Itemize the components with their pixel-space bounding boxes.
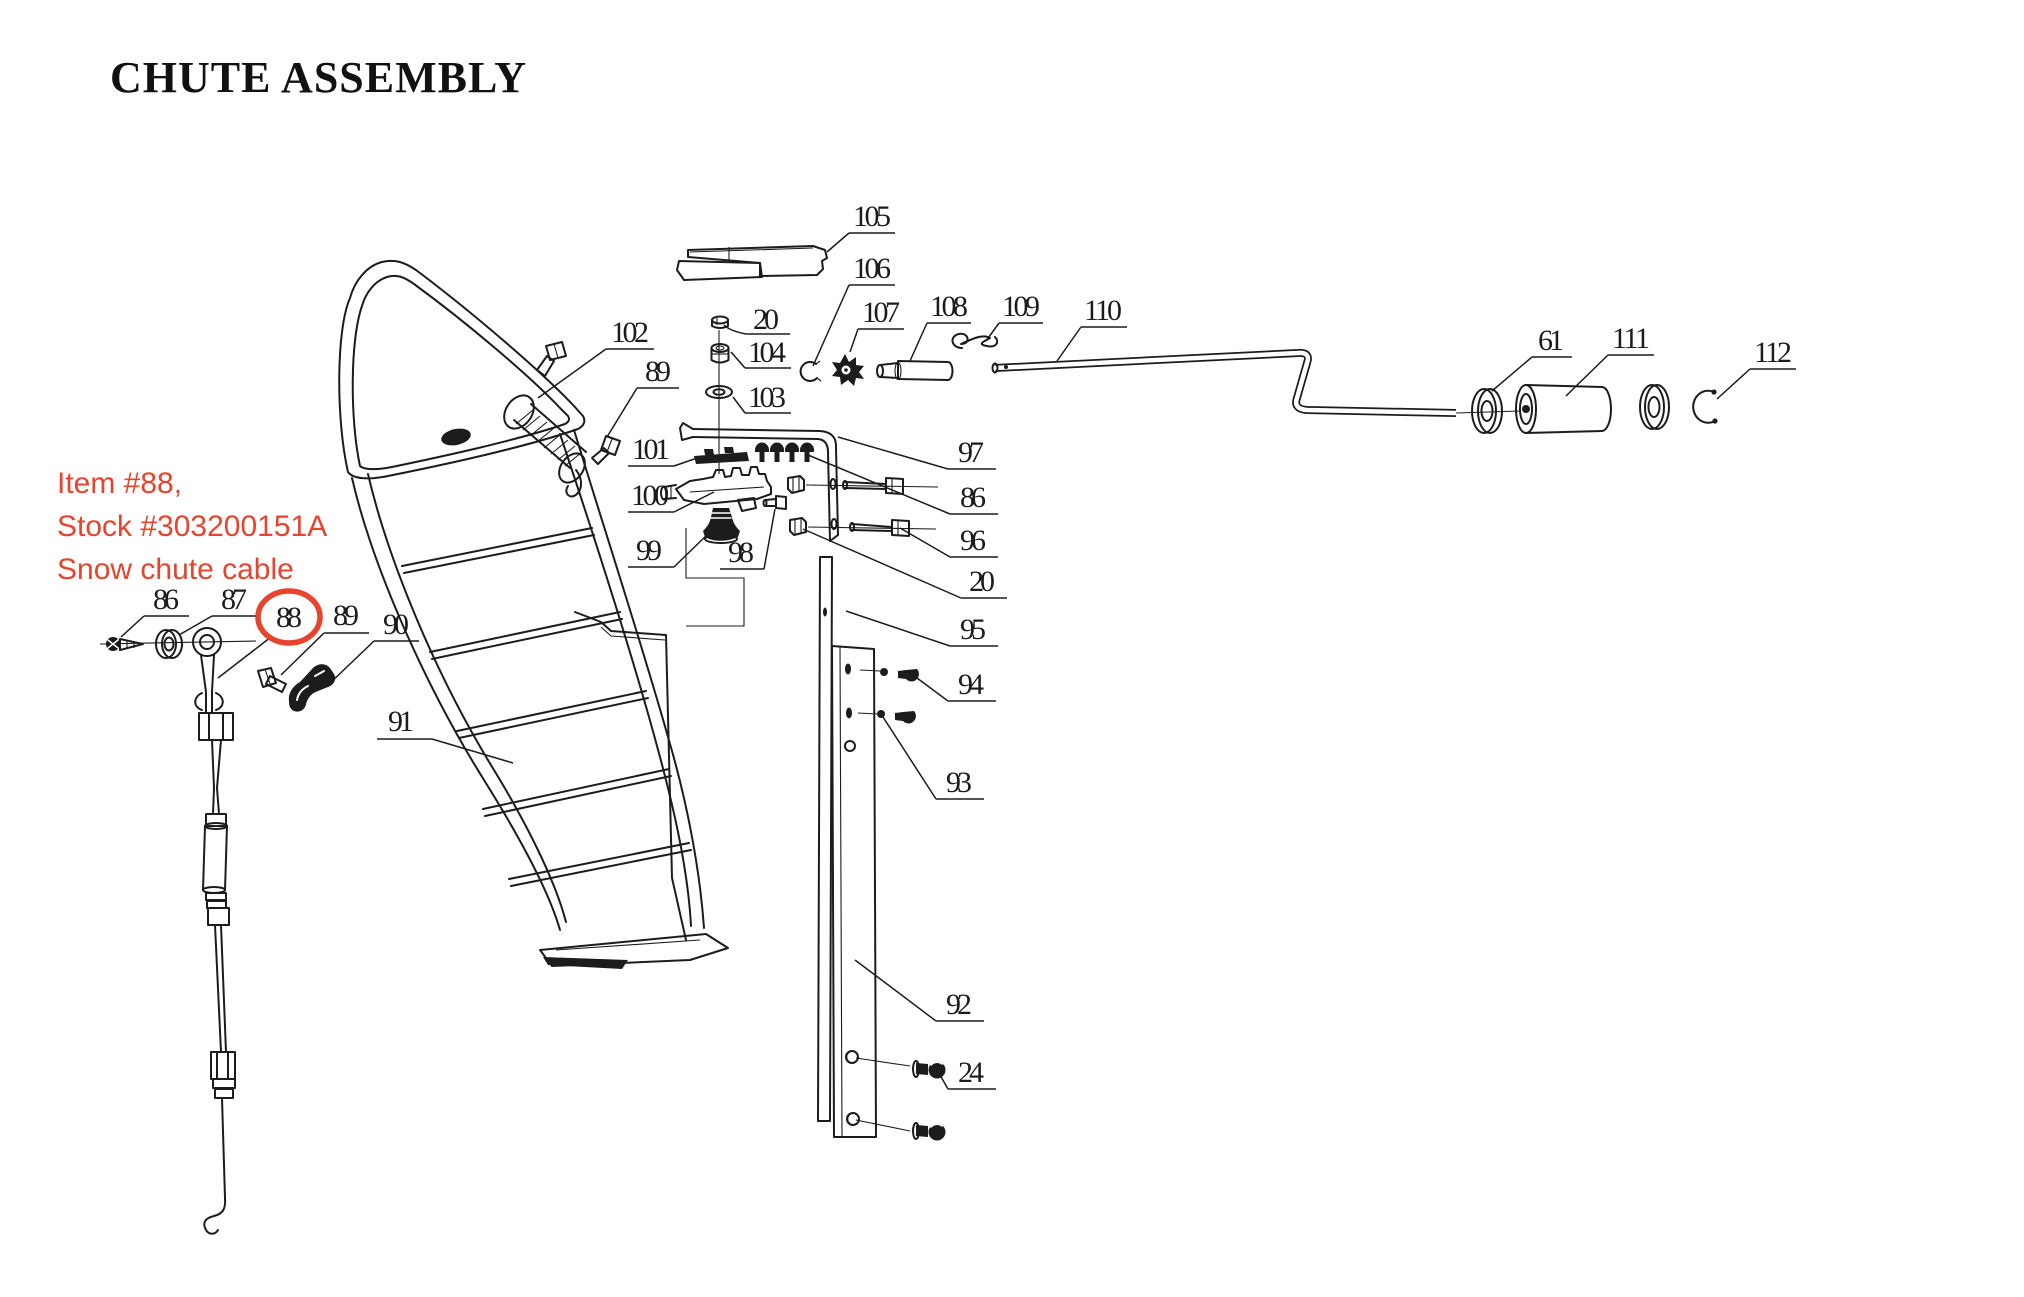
callout-106: 106 bbox=[853, 252, 891, 285]
callout-100: 100 bbox=[631, 479, 669, 512]
part-roller-111 bbox=[1516, 385, 1611, 433]
callout-102: 102 bbox=[611, 316, 649, 349]
callout-87: 87 bbox=[221, 583, 247, 616]
callout-89-mid: 89 bbox=[645, 355, 671, 388]
part-bushing-104 bbox=[712, 344, 729, 363]
part-screws-93 bbox=[858, 710, 916, 723]
callout-96: 96 bbox=[960, 524, 986, 557]
callout-20-mid: 20 bbox=[969, 565, 995, 598]
part-gear-107 bbox=[832, 354, 864, 386]
part-bracket-90 bbox=[289, 664, 335, 711]
callout-labels bbox=[153, 200, 1792, 1089]
page-title: CHUTE ASSEMBLY bbox=[110, 53, 528, 102]
callout-105: 105 bbox=[853, 200, 891, 233]
part-snow-chute-cable bbox=[100, 628, 256, 1234]
part-crank-rod-110 bbox=[993, 353, 1521, 413]
part-channel-92 bbox=[832, 646, 876, 1137]
part-deflector-cap-105 bbox=[677, 246, 827, 280]
callout-109: 109 bbox=[1002, 290, 1040, 323]
part-nut-20-mid-a bbox=[788, 476, 804, 493]
callout-leader-lines bbox=[121, 233, 1796, 1089]
part-channel-95 bbox=[818, 557, 832, 1121]
callout-86-mid: 86 bbox=[960, 481, 986, 514]
callout-61: 61 bbox=[1538, 324, 1564, 357]
callout-93: 93 bbox=[946, 766, 972, 799]
bolt-axis-86 bbox=[806, 485, 938, 487]
bolt-axis-96 bbox=[808, 527, 936, 529]
callout-20-top: 20 bbox=[753, 303, 779, 336]
part-clip-106 bbox=[801, 361, 821, 381]
part-bracket-97 bbox=[680, 423, 838, 541]
part-worm-housing-100 bbox=[661, 467, 771, 511]
callout-111: 111 bbox=[1612, 322, 1650, 355]
callout-99: 99 bbox=[636, 534, 662, 567]
part-spring-102 bbox=[498, 342, 590, 496]
part-carriage-bolts-86 bbox=[755, 443, 814, 462]
callout-108: 108 bbox=[930, 290, 968, 323]
part-screws-94 bbox=[860, 668, 919, 681]
part-bolt-98 bbox=[764, 496, 787, 509]
callout-104: 104 bbox=[748, 336, 786, 369]
callout-112: 112 bbox=[1754, 336, 1792, 369]
part-sleeve-108 bbox=[877, 361, 953, 380]
callout-110: 110 bbox=[1084, 294, 1122, 327]
callout-101: 101 bbox=[632, 433, 670, 466]
callout-98: 98 bbox=[728, 536, 754, 569]
callout-94: 94 bbox=[958, 668, 984, 701]
part-bolt-89-left bbox=[258, 668, 286, 692]
part-bolt-89-mid bbox=[592, 436, 620, 464]
callout-103: 103 bbox=[748, 381, 786, 414]
part-washer-61 bbox=[1472, 389, 1502, 433]
callout-92: 92 bbox=[946, 988, 972, 1021]
callout-91: 91 bbox=[388, 705, 414, 738]
part-washer-111b bbox=[1640, 385, 1669, 429]
callout-95: 95 bbox=[960, 613, 986, 646]
annotation-item-line: Item #88, bbox=[57, 467, 183, 500]
part-rack-101 bbox=[694, 447, 749, 464]
callout-86-left: 86 bbox=[153, 583, 179, 616]
annotation-stock-line: Stock #303200151A bbox=[57, 510, 328, 543]
part-bolts-24 bbox=[856, 1058, 946, 1141]
part-nut-20-mid-b bbox=[790, 518, 806, 535]
callout-89-left: 89 bbox=[333, 599, 359, 632]
callout-24: 24 bbox=[958, 1056, 984, 1089]
callout-107: 107 bbox=[862, 296, 900, 329]
callout-90: 90 bbox=[383, 608, 409, 641]
annotation-description-line: Snow chute cable bbox=[57, 553, 294, 586]
callout-97: 97 bbox=[958, 436, 984, 469]
callout-88: 88 bbox=[276, 601, 302, 634]
part-snap-ring-112 bbox=[1693, 389, 1717, 423]
